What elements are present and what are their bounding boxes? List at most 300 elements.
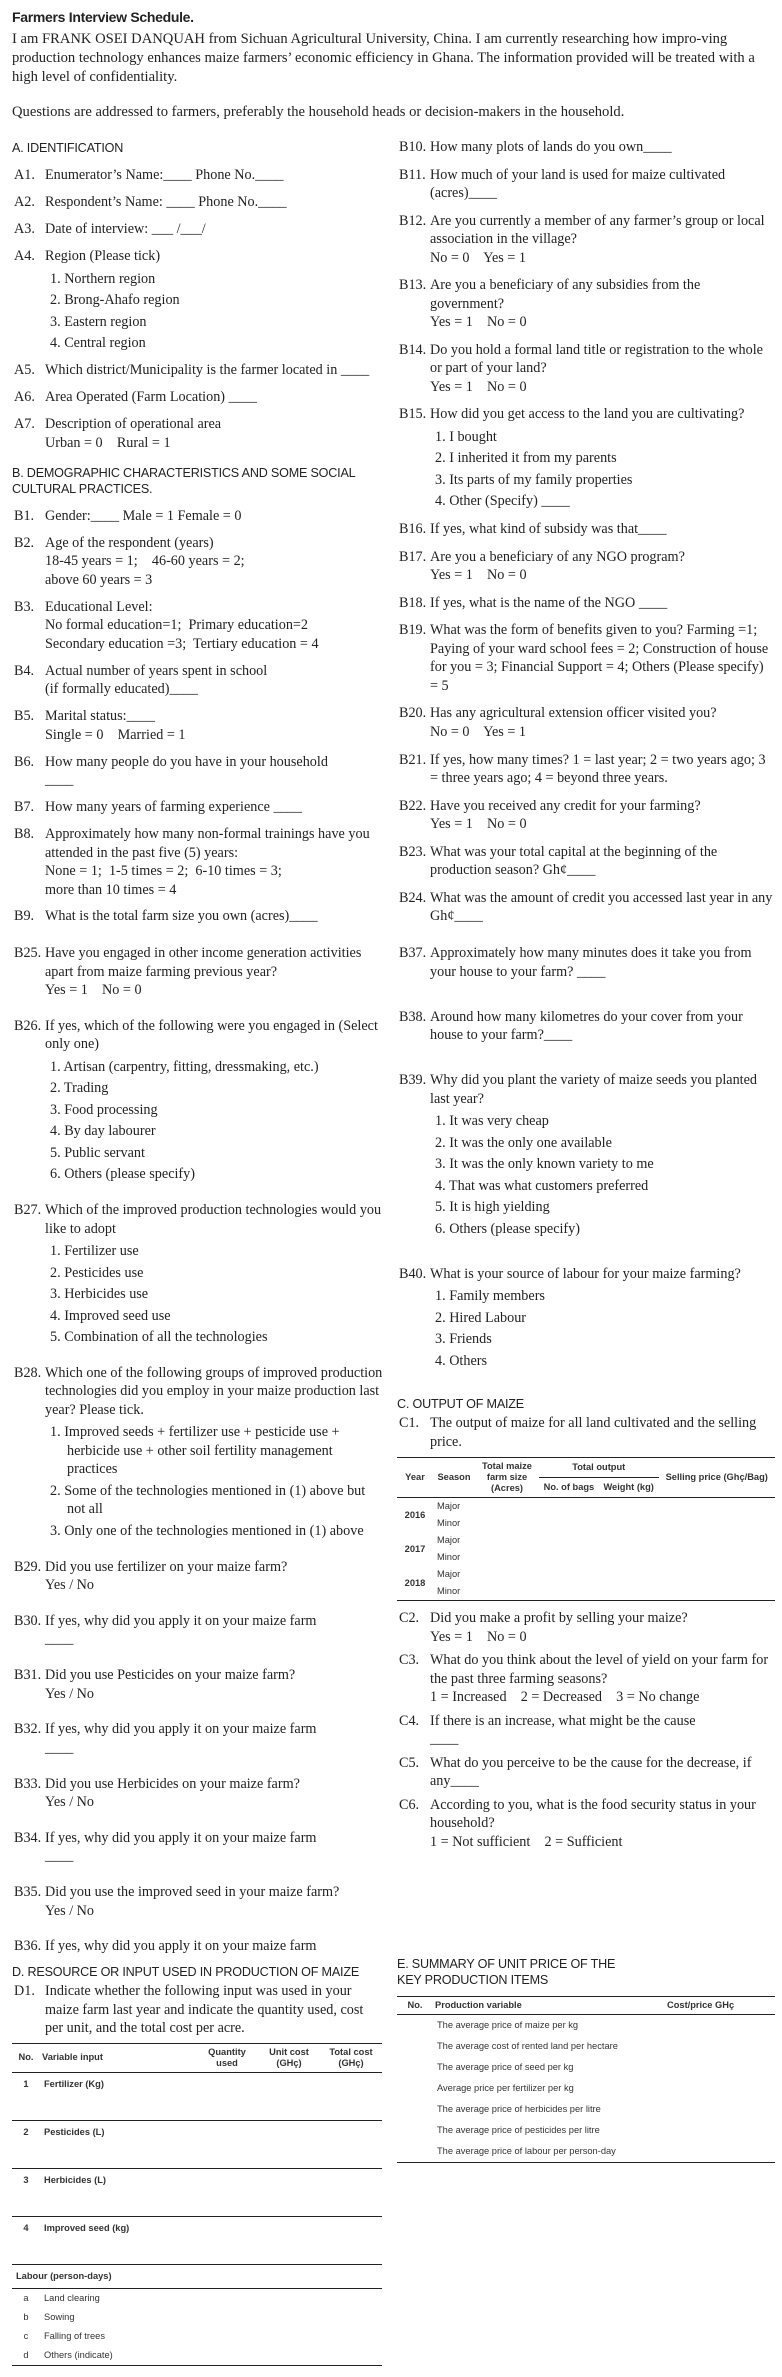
empty-cell[interactable] <box>320 2072 382 2120</box>
answer-code: None = 1; 1-5 times = 2; 6-10 times = 3; <box>45 863 282 879</box>
empty-cell[interactable] <box>659 1498 776 1516</box>
question-text: Did you make a profit by selling your maize? <box>430 1610 688 1626</box>
question-body <box>430 1414 775 1451</box>
question-text: If there is an increase, what might be the cause <box>430 1712 696 1729</box>
question-number: B33. <box>14 1775 42 1792</box>
cost-cell[interactable] <box>665 2141 775 2163</box>
cost-cell[interactable] <box>665 2015 775 2037</box>
col-weight: Weight (kg) <box>603 1482 654 1492</box>
answer-code: Yes = 1 No = 0 <box>45 982 142 998</box>
question-body <box>430 797 775 834</box>
question-b7 <box>12 798 384 817</box>
question-body <box>45 193 384 212</box>
section-b-right <box>397 138 775 926</box>
question-text: How many people do you have in your household <box>45 753 328 770</box>
empty-cell[interactable] <box>599 1583 659 1601</box>
question-body <box>45 662 384 699</box>
question-b5 <box>12 707 384 744</box>
answer-option: 3. Only one of the technologies mentioned in (1) above <box>50 1522 364 1539</box>
question-number: A2. <box>14 194 35 211</box>
question-body <box>430 1071 775 1238</box>
empty-cell[interactable] <box>659 1566 776 1583</box>
question-number: C1. <box>399 1415 420 1431</box>
question-number: B36. <box>14 1938 42 1955</box>
question-body <box>45 1775 384 1812</box>
question-text: Are you a beneficiary of any NGO program? <box>430 548 685 565</box>
labour-row <box>12 2327 382 2346</box>
empty-cell[interactable] <box>196 2308 258 2327</box>
question-number: C5. <box>399 1754 420 1771</box>
empty-cell[interactable] <box>196 2327 258 2346</box>
empty-cell[interactable] <box>539 1532 599 1549</box>
empty-cell[interactable] <box>599 1532 659 1549</box>
col-cost-price: Cost/price GHç <box>667 2000 735 2010</box>
labour-row <box>12 2288 382 2308</box>
section-c-heading: C. OUTPUT OF MAIZE <box>397 1397 525 1411</box>
question-c6 <box>397 1796 775 1852</box>
question-c4 <box>397 1712 775 1749</box>
question-c5 <box>397 1754 775 1791</box>
question-number: B39. <box>399 1072 427 1088</box>
question-text: What do you perceive to be the cause for the decrease, if any____ <box>430 1754 752 1789</box>
section-d-inputs <box>12 1960 382 2366</box>
answer-option: 5. It is high yielding <box>435 1199 550 1215</box>
question-b9 <box>12 907 384 926</box>
question-number: C2. <box>399 1610 420 1626</box>
question-body <box>430 276 775 332</box>
output-row <box>397 1566 775 1583</box>
empty-cell[interactable] <box>475 1549 539 1566</box>
empty-cell[interactable] <box>539 1515 599 1532</box>
question-body <box>430 548 775 585</box>
question-body <box>45 1829 384 1866</box>
question-body <box>45 825 384 899</box>
empty-cell[interactable] <box>258 2308 320 2327</box>
empty-cell[interactable] <box>320 2327 382 2346</box>
question-text: If yes, why did you apply it on your maize farm <box>45 1721 317 1738</box>
question-number: B35. <box>14 1884 42 1901</box>
question-number: B18. <box>399 594 427 611</box>
intro-paragraph: I am FRANK OSEI DANQUAH from Sichuan Agricultural University, China. I am currently researching how impro-ving production technology enhances maize farmers’ economic efficiency in Ghana. The information provided will be treated with a high level of confidentiality. <box>12 31 755 85</box>
question-text: Approximately how many minutes does it take you from your house to your farm? ____ <box>430 945 752 980</box>
question-body <box>45 507 384 526</box>
question-number: B38. <box>399 1008 427 1025</box>
question-b16 <box>397 520 775 539</box>
answer-code: 1 = Not sufficient 2 = Sufficient <box>430 1833 623 1850</box>
answer-option: 3. Its parts of my family properties <box>435 471 633 488</box>
labour-label: Others (indicate) <box>44 2349 113 2360</box>
question-text: Area Operated (Farm Location) ____ <box>45 389 257 406</box>
col-no: No. <box>18 2052 34 2062</box>
empty-cell[interactable] <box>599 1566 659 1583</box>
question-number: B8. <box>14 826 35 842</box>
section-e-summary <box>397 1952 775 2163</box>
empty-cell[interactable] <box>258 2168 320 2216</box>
empty-cell[interactable] <box>599 1515 659 1532</box>
season-cell: Minor <box>437 1518 461 1528</box>
no-cell <box>397 2015 433 2037</box>
question-number: B15. <box>399 406 427 423</box>
answer-code: Yes = 1 No = 0 <box>430 1628 527 1645</box>
answer-code: above 60 years = 3 <box>45 571 153 588</box>
labour-row <box>12 2346 382 2366</box>
question-number: A3. <box>14 221 35 238</box>
question-number: B40. <box>399 1265 427 1282</box>
answer-option: 3. Friends <box>435 1331 492 1347</box>
question-body <box>45 1364 384 1541</box>
question-body <box>430 1712 775 1749</box>
answer-option: 6. Others (please specify) <box>50 1166 195 1183</box>
question-number: B28. <box>14 1364 42 1381</box>
question-c1 <box>397 1414 775 1451</box>
question-number: B27. <box>14 1202 42 1219</box>
answer-code: No = 0 Yes = 1 <box>430 723 527 740</box>
question-b31 <box>12 1666 384 1703</box>
question-number: D1. <box>14 1983 35 1999</box>
question-number: B16. <box>399 521 427 538</box>
answer-code: (if formally educated)____ <box>45 681 198 698</box>
question-number: B37. <box>399 945 427 961</box>
answer-option: 3. Food processing <box>50 1101 158 1118</box>
labour-row <box>12 2308 382 2327</box>
question-text: What was your total capital at the beginning of the production season? Gh¢____ <box>430 843 718 879</box>
question-text: Educational Level: <box>45 598 153 615</box>
question-number: A1. <box>14 167 35 184</box>
answer-option: 1. Fertilizer use <box>50 1243 139 1260</box>
empty-cell[interactable] <box>258 2327 320 2346</box>
question-text: What was the amount of credit you accessed last year in any Gh¢____ <box>430 889 773 925</box>
question-text: If yes, how many times? 1 = last year; 2 = two years ago; 3 = three years ago; 4 = beyond three years. <box>430 751 766 787</box>
question-number: B12. <box>399 212 427 229</box>
empty-cell[interactable] <box>475 1583 539 1601</box>
season-cell: Minor <box>437 1552 461 1562</box>
question-b25 <box>12 944 384 1000</box>
answer-code: ____ <box>45 1631 74 1648</box>
answer-option: 4. Others <box>435 1352 488 1369</box>
empty-cell[interactable] <box>258 2120 320 2168</box>
question-number: C3. <box>399 1652 420 1668</box>
answer-option: 4. Other (Specify) ____ <box>435 493 570 510</box>
production-variable-cell: The average cost of rented land per hectare <box>437 2041 618 2051</box>
question-text: Have you engaged in other income generation activities apart from maize farming previous year? <box>45 945 362 980</box>
question-body <box>45 166 384 185</box>
question-b37 <box>397 944 775 981</box>
question-b28 <box>12 1364 384 1541</box>
question-number: B11. <box>399 166 426 183</box>
price-row <box>397 2057 775 2078</box>
question-a1 <box>12 166 384 185</box>
price-row <box>397 2078 775 2099</box>
output-row <box>397 1532 775 1549</box>
answer-option: 1. Improved seeds + fertilizer use + pesticide use + herbicide use + other soil fertility management practices <box>50 1424 340 1478</box>
question-number: A7. <box>14 416 35 433</box>
production-variable-cell: The average price of pesticides per litre <box>437 2125 600 2135</box>
question-text: Are you currently a member of any farmer’s group or local association in the village? <box>430 212 765 248</box>
answer-code: Secondary education =3; Tertiary education = 4 <box>45 635 319 652</box>
question-number: B3. <box>14 598 35 615</box>
empty-cell[interactable] <box>539 1498 599 1516</box>
question-number: B4. <box>14 662 35 679</box>
empty-cell[interactable] <box>320 2346 382 2366</box>
question-body <box>45 220 384 239</box>
empty-cell[interactable] <box>659 1515 776 1532</box>
question-body <box>430 1265 775 1371</box>
answer-option: 2. I inherited it from my parents <box>435 450 617 467</box>
answer-code: Yes = 1 No = 0 <box>430 378 527 395</box>
question-body <box>45 944 384 1000</box>
price-row <box>397 2015 775 2037</box>
question-text: Has any agricultural extension officer visited you? <box>430 705 717 722</box>
empty-cell[interactable] <box>196 2216 258 2264</box>
answer-code: No = 0 Yes = 1 <box>430 249 527 266</box>
question-body <box>430 1796 775 1852</box>
question-text: Date of interview: ___ /___/ <box>45 221 206 238</box>
empty-cell[interactable] <box>258 2072 320 2120</box>
question-number: A4. <box>14 248 35 265</box>
question-text: How many plots of lands do you own____ <box>430 139 672 155</box>
question-d1 <box>12 1982 382 2038</box>
empty-cell[interactable] <box>320 2288 382 2308</box>
question-a2 <box>12 193 384 212</box>
question-number: B34. <box>14 1829 42 1846</box>
question-body <box>430 405 775 511</box>
question-body <box>430 889 775 926</box>
no-cell: 1 <box>23 2078 29 2089</box>
year-cell: 2018 <box>404 1577 426 1588</box>
question-body <box>45 907 384 926</box>
question-b13 <box>397 276 775 332</box>
question-number: A5. <box>14 362 35 379</box>
question-body <box>45 753 384 790</box>
question-text: Marital status:____ <box>45 708 155 725</box>
no-cell <box>397 2099 433 2120</box>
col-quantity: Quantity used <box>208 2046 246 2068</box>
empty-cell[interactable] <box>196 2168 258 2216</box>
question-body <box>45 361 384 380</box>
answer-code: Yes / No <box>45 1902 95 1919</box>
question-body <box>430 1754 775 1791</box>
question-b33 <box>12 1775 384 1812</box>
cost-cell[interactable] <box>665 2099 775 2120</box>
answer-code: Yes = 1 No = 0 <box>430 567 527 584</box>
empty-cell[interactable] <box>599 1498 659 1516</box>
question-text: Around how many kilometres do your cover from your house to your farm?____ <box>430 1008 743 1043</box>
question-a7 <box>12 415 384 452</box>
empty-cell[interactable] <box>475 1498 539 1516</box>
question-text: Respondent’s Name: ____ Phone No.____ <box>45 194 287 211</box>
question-number: B13. <box>399 277 427 294</box>
question-text: Which of the improved production technologies would you like to adopt <box>45 1202 382 1237</box>
question-text: Which district/Municipality is the farmer located in ____ <box>45 362 370 379</box>
question-b3 <box>12 598 384 654</box>
question-body <box>430 1008 775 1045</box>
question-b27 <box>12 1201 384 1347</box>
question-number: B9. <box>14 908 35 925</box>
answer-option: 6. Others (please specify) <box>435 1220 580 1237</box>
empty-cell[interactable] <box>320 2168 382 2216</box>
question-text: Approximately how many non-formal trainings have you attended in the past five (5) years: <box>45 826 370 861</box>
price-row <box>397 2141 775 2163</box>
input-table <box>12 2043 382 2366</box>
answer-option: 1. Northern region <box>50 270 156 287</box>
empty-cell[interactable] <box>539 1583 599 1601</box>
question-b1 <box>12 507 384 526</box>
question-number: A6. <box>14 389 35 406</box>
no-cell <box>397 2057 433 2078</box>
no-cell <box>397 2036 433 2057</box>
year-cell: 2017 <box>404 1543 426 1554</box>
question-b36 <box>12 1937 384 1956</box>
question-number: B19. <box>399 622 427 639</box>
answer-code: No formal education=1; Primary education=2 <box>45 617 309 634</box>
question-body <box>45 1720 384 1757</box>
question-b34 <box>12 1829 384 1866</box>
question-body <box>430 621 775 695</box>
labour-header-row <box>12 2264 382 2288</box>
section-heading: A. IDENTIFICATION <box>12 141 124 155</box>
question-number: B22. <box>399 797 427 814</box>
question-text: If yes, why did you apply it on your maize farm <box>45 1938 317 1955</box>
input-row <box>12 2216 382 2264</box>
empty-cell[interactable] <box>196 2072 258 2120</box>
col-selling-price: Selling price (Ghç/Bag) <box>665 1472 768 1482</box>
no-cell: 2 <box>23 2126 29 2137</box>
question-b4 <box>12 662 384 699</box>
cost-cell[interactable] <box>665 2036 775 2057</box>
question-body <box>430 520 775 539</box>
no-cell <box>397 2141 433 2163</box>
empty-cell[interactable] <box>258 2346 320 2366</box>
col-no: No. <box>407 2000 423 2010</box>
answer-option: 1. Family members <box>435 1288 545 1304</box>
answer-option: 2. It was the only one available <box>435 1134 612 1151</box>
question-body <box>430 1609 775 1646</box>
question-b23 <box>397 843 775 880</box>
question-text: If yes, what kind of subsidy was that____ <box>430 521 667 538</box>
question-body <box>45 1937 384 1956</box>
question-number: B30. <box>14 1612 42 1629</box>
question-body <box>45 707 384 744</box>
question-text: Gender:____ Male = 1 Female = 0 <box>45 507 242 524</box>
answer-code: Yes = 1 No = 0 <box>430 816 527 833</box>
question-text: Are you a beneficiary of any subsidies from the government? <box>430 277 701 312</box>
question-b40 <box>397 1265 775 1371</box>
empty-cell[interactable] <box>320 2216 382 2264</box>
question-text: What do you think about the level of yield on your farm for the past three farming seasons? <box>430 1652 769 1687</box>
question-number: B24. <box>399 889 427 906</box>
question-body <box>45 1558 384 1595</box>
question-text: How did you get access to the land you are cultivating? <box>430 406 745 423</box>
question-text: Age of the respondent (years) <box>45 534 214 551</box>
col-year: Year <box>405 1472 425 1482</box>
production-variable-cell: The average price of labour per person-day <box>437 2146 616 2156</box>
col-production-variable: Production variable <box>435 2000 522 2010</box>
question-b32 <box>12 1720 384 1757</box>
question-body <box>45 1017 384 1184</box>
question-b2 <box>12 534 384 590</box>
empty-cell[interactable] <box>659 1549 776 1566</box>
answer-code: ____ <box>45 772 74 789</box>
question-b12 <box>397 212 775 268</box>
production-variable-cell: The average price of maize per kg <box>437 2020 579 2030</box>
input-label: Fertilizer (Kg) <box>44 2078 104 2089</box>
question-b10 <box>397 138 775 157</box>
input-row <box>12 2168 382 2216</box>
question-number: B14. <box>399 341 427 358</box>
question-body <box>45 798 384 817</box>
empty-cell[interactable] <box>599 1549 659 1566</box>
question-number: B10. <box>399 139 427 155</box>
empty-cell[interactable] <box>475 1532 539 1549</box>
question-body <box>430 594 775 613</box>
output-row <box>397 1583 775 1601</box>
empty-cell[interactable] <box>196 2346 258 2366</box>
question-body <box>45 1883 384 1920</box>
empty-cell[interactable] <box>196 2120 258 2168</box>
empty-cell[interactable] <box>659 1532 776 1549</box>
empty-cell[interactable] <box>258 2216 320 2264</box>
col-bags: No. of bags <box>543 1482 595 1492</box>
section-b-continued-left <box>12 944 384 1956</box>
empty-cell[interactable] <box>320 2308 382 2327</box>
cost-cell[interactable] <box>665 2078 775 2099</box>
empty-cell[interactable] <box>196 2288 258 2308</box>
empty-cell[interactable] <box>659 1583 776 1601</box>
cost-cell[interactable] <box>665 2057 775 2078</box>
input-label: Herbicides (L) <box>44 2174 106 2185</box>
empty-cell[interactable] <box>475 1515 539 1532</box>
empty-cell[interactable] <box>475 1566 539 1583</box>
question-text: How many years of farming experience ____ <box>45 799 302 816</box>
section-b-continued-right <box>397 944 775 1370</box>
no-cell <box>397 2120 433 2141</box>
answer-code: ____ <box>45 1848 74 1865</box>
no-cell: c <box>23 2330 29 2341</box>
question-text: If yes, why did you apply it on your maize farm <box>45 1612 317 1629</box>
empty-cell[interactable] <box>258 2288 320 2308</box>
answer-code: Single = 0 Married = 1 <box>45 726 186 743</box>
question-number: B7. <box>14 799 35 816</box>
question-b11 <box>397 166 775 203</box>
no-cell: b <box>23 2311 29 2322</box>
question-body <box>430 212 775 268</box>
cost-cell[interactable] <box>665 2120 775 2141</box>
season-cell: Major <box>437 1535 461 1545</box>
output-row <box>397 1498 775 1516</box>
season-cell: Major <box>437 1501 461 1511</box>
question-b6 <box>12 753 384 790</box>
question-body <box>45 534 384 590</box>
question-a6 <box>12 388 384 407</box>
answer-option: 2. Hired Labour <box>435 1309 527 1326</box>
question-b19 <box>397 621 775 695</box>
input-label: Improved seed (kg) <box>44 2222 130 2233</box>
question-body <box>430 704 775 741</box>
empty-cell[interactable] <box>539 1549 599 1566</box>
question-b14 <box>397 341 775 397</box>
empty-cell[interactable] <box>539 1566 599 1583</box>
empty-cell[interactable] <box>320 2120 382 2168</box>
question-body <box>45 388 384 407</box>
question-body <box>430 1651 775 1707</box>
labour-label: Sowing <box>44 2311 75 2322</box>
col-unit-cost: Unit cost (GHç) <box>269 2046 309 2068</box>
question-body <box>430 138 775 157</box>
season-cell: Minor <box>437 1586 461 1596</box>
question-a3 <box>12 220 384 239</box>
question-number: B6. <box>14 753 35 770</box>
question-body <box>430 843 775 880</box>
